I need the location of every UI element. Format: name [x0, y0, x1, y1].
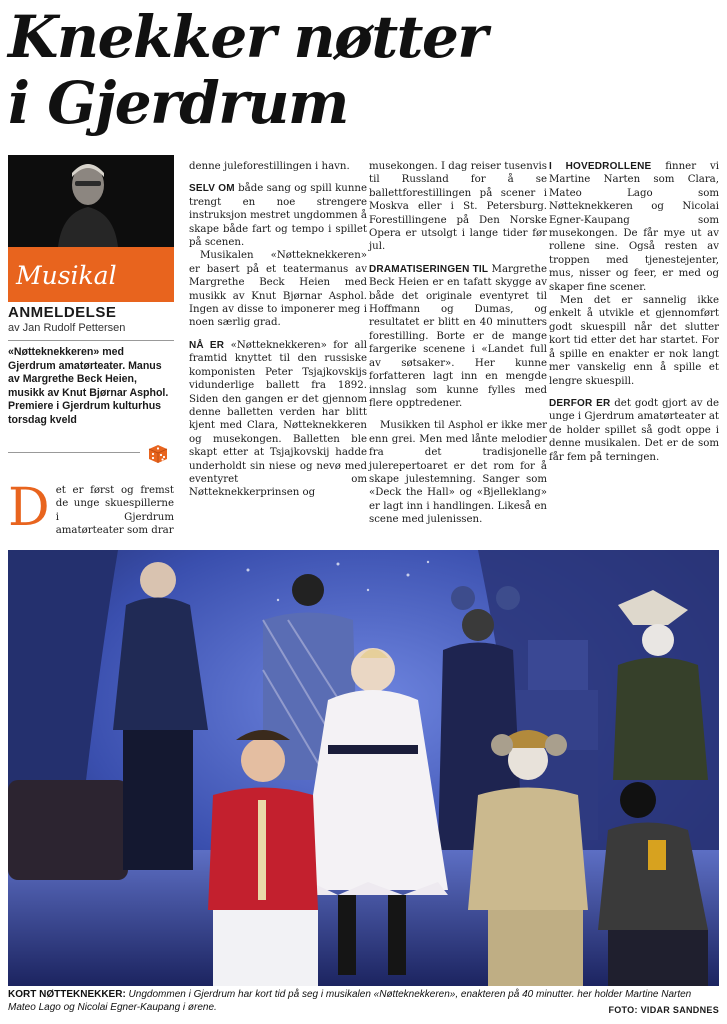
review-author: av Jan Rudolf Pettersen	[8, 322, 126, 334]
drop-cap: D	[8, 478, 50, 538]
paragraph-text: det godt gjort av de unge i Gjerdrum amatørteater at de holder spillet så godt oppe i denne musikalen. Det er de som får fem på terningen.	[549, 397, 719, 463]
caption-text: Ungdommen i Gjerdrum har kort tid på seg i musikalen «Nøtteknekkeren», enakteren på 40 minutter. her holder Martine Narten Mateo Lago og Nicolai Egner-Kaupang i ørene.	[8, 989, 692, 1013]
divider	[8, 340, 174, 341]
divider	[8, 452, 140, 453]
genre-label: Musikal	[8, 247, 174, 302]
paragraph	[189, 339, 367, 500]
paragraph-text: «Nøtteknekkeren» for all framtid knyttet til den russiske komponisten Peter Tsjajkovskijs vidunderlige ballett fra 1892. Siden den gangen er det gjennom denne balletten verden har blitt kjent med Clara, Nøtteknekkeren og musekongen. Balletten ble skapt etter at Tsjajkovskij hadde underholdt sin niese og nevø med eventyret om Nøtteknekkerprinsen og	[189, 339, 367, 499]
paragraph	[369, 263, 547, 410]
paragraph-text: finner vi Martine Narten som Clara, Mateo Lago som Nøtteknekkeren og Nicolai Egner-Kaupang som musekongen. De får mye ut av rollene sine. Også resten av troppen med tjenestejenter, mus, nisser og feer, er med og skaper fine scener.	[549, 161, 719, 293]
paragraph: Men det er sannelig ikke enkelt å utvikle et gjennomført godt skuespill når det slutter kort tid etter det har startet. For å spille en enakter er nok langt mer vanskelig enn å spille et lengre skuespill.	[549, 295, 719, 387]
review-label: ANMELDELSE	[8, 304, 117, 321]
paragraph	[189, 182, 367, 249]
article-column-4	[549, 160, 719, 464]
kicker: I HOVEDROLLENE	[549, 161, 652, 172]
paragraph-text: både sang og spill kunne trengt en noe strengere instruksjon mestret ungdommen å skape både fart og tempo i spillet på scenen.	[189, 183, 367, 249]
paragraph: musekongen. I dag reiser tusenvis til Russland for å se ballettforestillingen på scener i Moskva eller i St. Petersburg. Forestillingene på Den Norske Opera er utsolgt i lange tider før jul.	[369, 161, 547, 253]
headline-line-2: i Gjerdrum	[8, 69, 348, 137]
article-column-2	[189, 160, 367, 500]
kicker: NÅ ER	[189, 339, 225, 351]
reviewer-portrait	[8, 155, 174, 247]
paragraph: Musikken til Asphol er ikke mer enn grei. Men med lånte melodier fra det tradisjonelle julerepertoaret er det rom for å skape julestemning. Sanger som «Deck the Hall» og «Bjelleklang» er lagt inn i handlingen. Likeså en scene med julenissen.	[369, 420, 547, 526]
kicker: SELV OM	[189, 183, 235, 195]
headline-line-1: Knekker nøtter	[8, 3, 487, 71]
caption-kicker: KORT NØTTEKNEKKER:	[8, 989, 126, 1000]
paragraph: denne juleforestillingen i havn.	[189, 161, 350, 172]
intro-text: et er først og fremst de unge skuespillerne i Gjerdrum amatørteater som drar	[55, 485, 174, 537]
paragraph: Musikalen «Nøtteknekkeren» er basert på et teatermanus av Margrethe Beck Heien med musikk av Knut Bjørnar Asphol. Ingen av disse to imponerer meg i noen særlig grad.	[189, 250, 367, 329]
kicker: DRAMATISERINGEN TIL	[369, 263, 489, 275]
kicker: DERFOR ER	[549, 397, 611, 409]
paragraph	[549, 397, 719, 464]
production-factbox: «Nøtteknekkeren» med Gjerdrum amatørteater. Manus av Margrethe Beck Heien, musikk av Knut Bjørnar Asphol. Premiere i Gjerdrum kulturhus torsdag kveld	[8, 346, 169, 426]
article-column-3	[369, 160, 547, 527]
headline	[8, 4, 720, 136]
stage-photo	[8, 550, 719, 986]
article-intro	[8, 478, 174, 538]
rating-die-icon	[146, 442, 170, 466]
photo-credit: FOTO: VIDAR SANDNES	[608, 1005, 719, 1015]
paragraph-text: Margrethe Beck Heien er en tafatt skygge av både det originale eventyret til Hoffmann og Dumas, og resultatet er blitt en 40 minutters forestilling. Borte er de mange fargerike scenene i «Landet full av søtsaker». Her kunne forfatteren lagt inn en mengde innslag som kunne fylles med flere opptredener.	[369, 263, 548, 409]
paragraph	[549, 160, 719, 294]
